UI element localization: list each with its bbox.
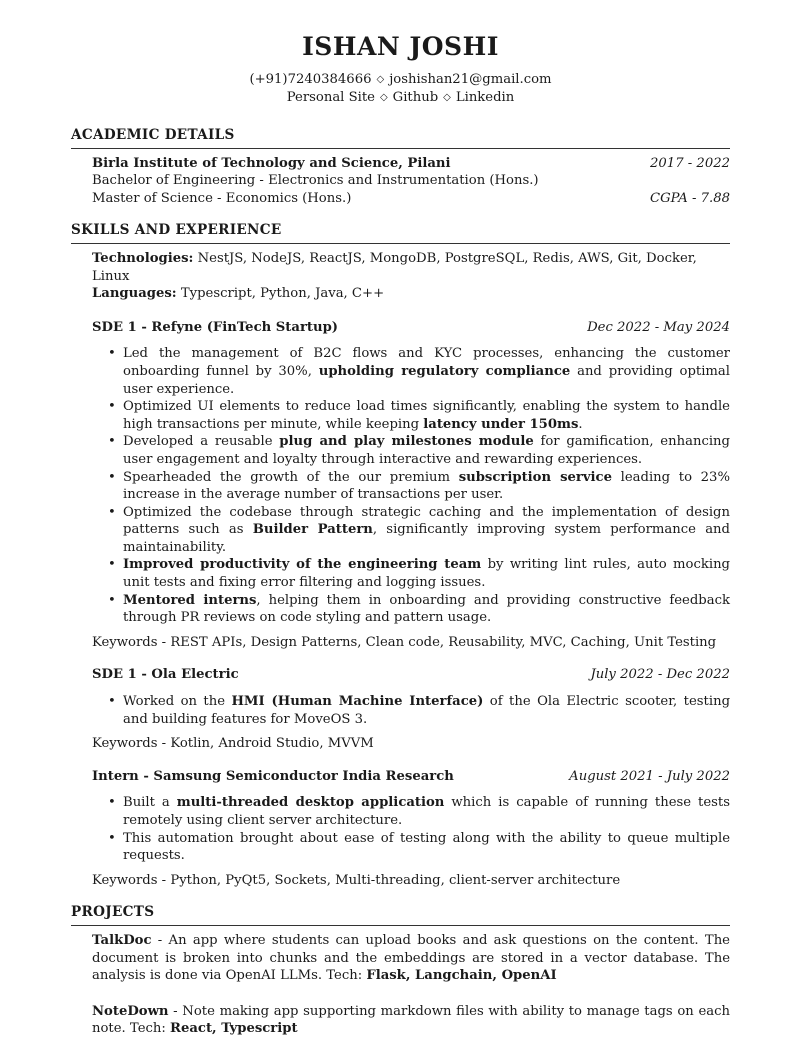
bullet-text: for gamification, enhancing user engagement and loyalty through interactive and rewarding experiences. (123, 434, 730, 467)
jobs-list (71, 319, 730, 890)
github-link[interactable]: Github (392, 90, 439, 105)
bullet-text: Worked on the (123, 694, 232, 710)
technologies-label: Technologies: (92, 250, 194, 266)
degree-1: Bachelor of Engineering - Electronics and Instrumentation (Hons.) (92, 173, 539, 189)
bullet-text: by writing lint rules, auto mocking unit tests and fixing error filtering and logging issues. (123, 557, 731, 591)
bullet-highlight: Builder Pattern (252, 522, 373, 538)
skills-block (71, 250, 730, 303)
job-keywords: Keywords - REST APIs, Design Patterns, Clean code, Reusability, MVC, Caching, Unit Testing (92, 634, 717, 650)
bullet-text: , significantly improving system performance and maintainability. (123, 522, 730, 555)
phone-number: (+91)7240384666 (249, 72, 372, 87)
bullet-text: of the Ola Electric scooter, testing and building features for MoveOS 3. (123, 694, 731, 727)
job-entry (92, 666, 730, 752)
bullet-text: This automation brought about ease of testing along with the ability to queue multiple requests. (123, 830, 730, 864)
bullet-text: Optimized the codebase through strategic caching and the implementation of design patterns such as (123, 504, 730, 538)
bullet-highlight: multi-threaded desktop application (176, 795, 445, 811)
project-description: - Note making app supporting markdown files with ability to manage tags on each note. Tech: (92, 1003, 730, 1037)
contact-line-2 (71, 89, 730, 107)
bullet-highlight: Mentored interns (123, 592, 257, 608)
technologies-row (92, 250, 730, 285)
institute-name: Birla Institute of Technology and Science, Pilani (92, 155, 451, 171)
bullet-item (123, 794, 730, 829)
technologies-value: NestJS, NodeJS, ReactJS, MongoDB, PostgreSQL, Redis, AWS, Git, Docker, Linux (92, 250, 697, 284)
bullet-text: leading to 23% increase in the average number of transactions per user. (123, 469, 730, 503)
personal-site-link[interactable]: Personal Site (286, 90, 375, 105)
job-bullets (92, 693, 730, 728)
academic-entry (71, 155, 730, 208)
bullet-highlight: latency under 150ms (423, 416, 579, 432)
project-name: TalkDoc (92, 932, 152, 948)
diamond-separator-icon: ◇ (379, 92, 388, 103)
resume-page (71, 30, 730, 1038)
bullet-text: Led the management of B2C flows and KYC processes, enhancing the customer onboarding funnel by 30%, (123, 346, 730, 379)
job-keywords: Keywords - Kotlin, Android Studio, MVVM (92, 736, 374, 752)
job-role: Intern - Samsung Semiconductor India Research (92, 768, 454, 784)
job-dates: August 2021 - July 2022 (569, 768, 730, 784)
skills-experience-section (71, 222, 730, 889)
bullet-item (123, 556, 730, 591)
bullet-highlight: subscription service (458, 469, 612, 485)
job-keywords: Keywords - Python, PyQt5, Sockets, Multi-threading, client-server architecture (92, 872, 621, 888)
bullet-highlight: plug and play milestones module (279, 434, 534, 450)
degree-2: Master of Science - Economics (Hons.) (92, 190, 352, 206)
bullet-highlight: HMI (Human Machine Interface) (231, 694, 484, 710)
section-title: ACADEMIC DETAILS (71, 127, 730, 149)
project-entry (92, 1003, 730, 1038)
job-bullets (92, 794, 730, 864)
academic-section (71, 127, 730, 207)
job-entry (92, 319, 730, 652)
bullet-item (123, 398, 730, 433)
contact-info (71, 71, 730, 107)
projects-section (71, 904, 730, 1038)
bullet-item (123, 469, 730, 504)
job-entry (92, 768, 730, 890)
project-tech: React, Typescript (170, 1021, 298, 1037)
job-dates: Dec 2022 - May 2024 (587, 319, 730, 335)
bullet-item (123, 830, 730, 865)
project-description: - An app where students can upload books and ask questions on the content. The document is broken into chunks and the embeddings are stored in a vector database. The analysis is done via OpenAI LLMs. Tech: (92, 932, 730, 984)
job-dates: July 2022 - Dec 2022 (590, 667, 730, 683)
bullet-text: , helping them in onboarding and providing constructive feedback through PR reviews on code styling and pattern usage. (123, 592, 730, 626)
job-bullets (92, 345, 730, 627)
bullet-text: Optimized UI elements to reduce load times significantly, enabling the system to handle high transactions per minute, while keeping (123, 399, 730, 432)
candidate-name: ISHAN JOSHI (302, 32, 499, 61)
bullet-text: and providing optimal user experience. (123, 363, 730, 397)
bullet-text: Built a (123, 795, 177, 811)
bullet-text: which is capable of running these tests remotely using client server architecture. (123, 795, 730, 828)
bullet-text: Developed a reusable (123, 434, 280, 450)
bullet-item (123, 504, 730, 557)
project-tech: Flask, Langchain, OpenAI (366, 968, 557, 984)
bullet-text: . (578, 416, 583, 432)
bullet-text: Spearheaded the growth of the our premium (123, 469, 459, 485)
linkedin-link[interactable]: Linkedin (455, 90, 515, 105)
job-role: SDE 1 - Ola Electric (92, 667, 239, 683)
bullet-highlight: upholding regulatory compliance (318, 363, 571, 379)
languages-row (92, 285, 730, 303)
bullet-item (123, 693, 730, 728)
bullet-highlight: Improved productivity of the engineering team (123, 557, 482, 573)
diamond-separator-icon: ◇ (443, 92, 451, 103)
languages-value: Typescript, Python, Java, C++ (176, 286, 385, 302)
bullet-item (123, 433, 730, 468)
languages-label: Languages: (92, 286, 177, 302)
bullet-item (123, 592, 730, 627)
contact-line-1 (71, 71, 730, 89)
section-title: SKILLS AND EXPERIENCE (71, 222, 730, 244)
email-link[interactable]: joshishan21@gmail.com (389, 72, 552, 87)
job-role: SDE 1 - Refyne (FinTech Startup) (92, 319, 339, 335)
project-entry (92, 932, 730, 985)
academic-years: 2017 - 2022 (650, 155, 730, 171)
projects-list (71, 932, 730, 1038)
bullet-item (123, 345, 730, 398)
diamond-separator-icon: ◇ (376, 74, 385, 85)
section-title: PROJECTS (71, 904, 730, 926)
project-name: NoteDown (92, 1003, 169, 1019)
cgpa: CGPA - 7.88 (649, 190, 730, 206)
